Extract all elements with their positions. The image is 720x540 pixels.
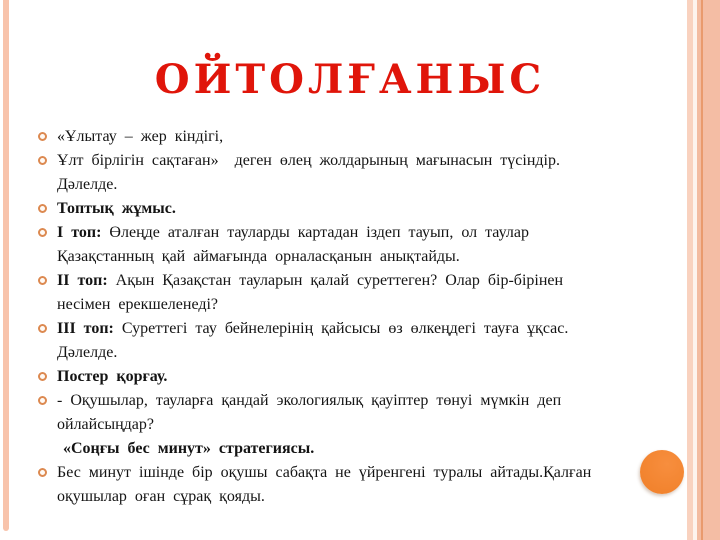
bullet-text: [57, 269, 648, 293]
bullet-text: [57, 317, 648, 341]
list-item: [38, 125, 648, 149]
bullet-circle-icon: [38, 372, 47, 381]
bullet-circle-icon: [38, 204, 47, 213]
bullet-text-bold: І топ:: [57, 224, 102, 241]
bullet-text-rest: Ақын Қазақстан тауларын қалай суреттеген? Олар бір-бірінен: [107, 272, 564, 289]
bullet-text-bold: ІІ топ:: [57, 272, 108, 289]
bullet-text: несімен ерекшеленеді?: [57, 296, 219, 313]
bullet-circle-icon: [38, 132, 47, 141]
bullet-circle-icon: [38, 468, 47, 477]
bullet-circle-icon: [38, 396, 47, 405]
bullet-text: «Ұлытау – жер кіндігі,: [57, 128, 224, 145]
list-item: [38, 221, 648, 269]
slide-title: ОЙТОЛҒАНЫС: [154, 56, 546, 103]
bullet-text-strategy: «Соңғы бес минут» стратегиясы.: [63, 440, 315, 457]
bullet-circle-icon: [38, 324, 47, 333]
bullet-text-rest: Суреттегі тау бейнелерінің қайсысы өз өлкеңдегі тауға ұқсас.: [113, 320, 569, 337]
list-item: [38, 365, 648, 389]
list-item: [38, 269, 648, 317]
bullet-circle-icon: [38, 156, 47, 165]
list-item: [38, 317, 648, 365]
list-item: [38, 389, 648, 461]
bullet-text: Қазақстанның қай аймағында орналасқанын анықтайды.: [57, 248, 460, 265]
bullet-text: Дәлелде.: [57, 176, 118, 193]
bullet-text: Топтық жұмыс.: [57, 200, 176, 217]
bullet-text-bold: ІІІ топ:: [57, 320, 114, 337]
bullet-text: ойлайсыңдар?: [57, 416, 154, 433]
bullet-text: Дәлелде.: [57, 344, 118, 361]
bullet-text: оқушылар оған сұрақ қояды.: [57, 488, 265, 505]
bullet-list: [38, 125, 648, 509]
bullet-text: - Оқушылар, тауларға қандай экологиялық қауіптер төнуі мүмкін деп: [57, 392, 562, 409]
bullet-text: Ұлт бірлігін сақтаған» деген өлең жолдарының мағынасын түсіндір.: [57, 152, 560, 169]
bullet-circle-icon: [38, 276, 47, 285]
bullet-circle-icon: [38, 228, 47, 237]
bullet-text: [57, 221, 648, 245]
list-item: [38, 461, 648, 509]
bullet-text-rest: Өлеңде аталған тауларды картадан іздеп тауып, ол таулар: [101, 224, 529, 241]
list-item: [38, 149, 648, 197]
list-item: [38, 197, 648, 221]
bullet-text: Постер қорғау.: [57, 368, 168, 385]
bullet-text: Бес минут ішінде бір оқушы сабақта не үйренгені туралы айтады.Қалған: [57, 464, 592, 481]
